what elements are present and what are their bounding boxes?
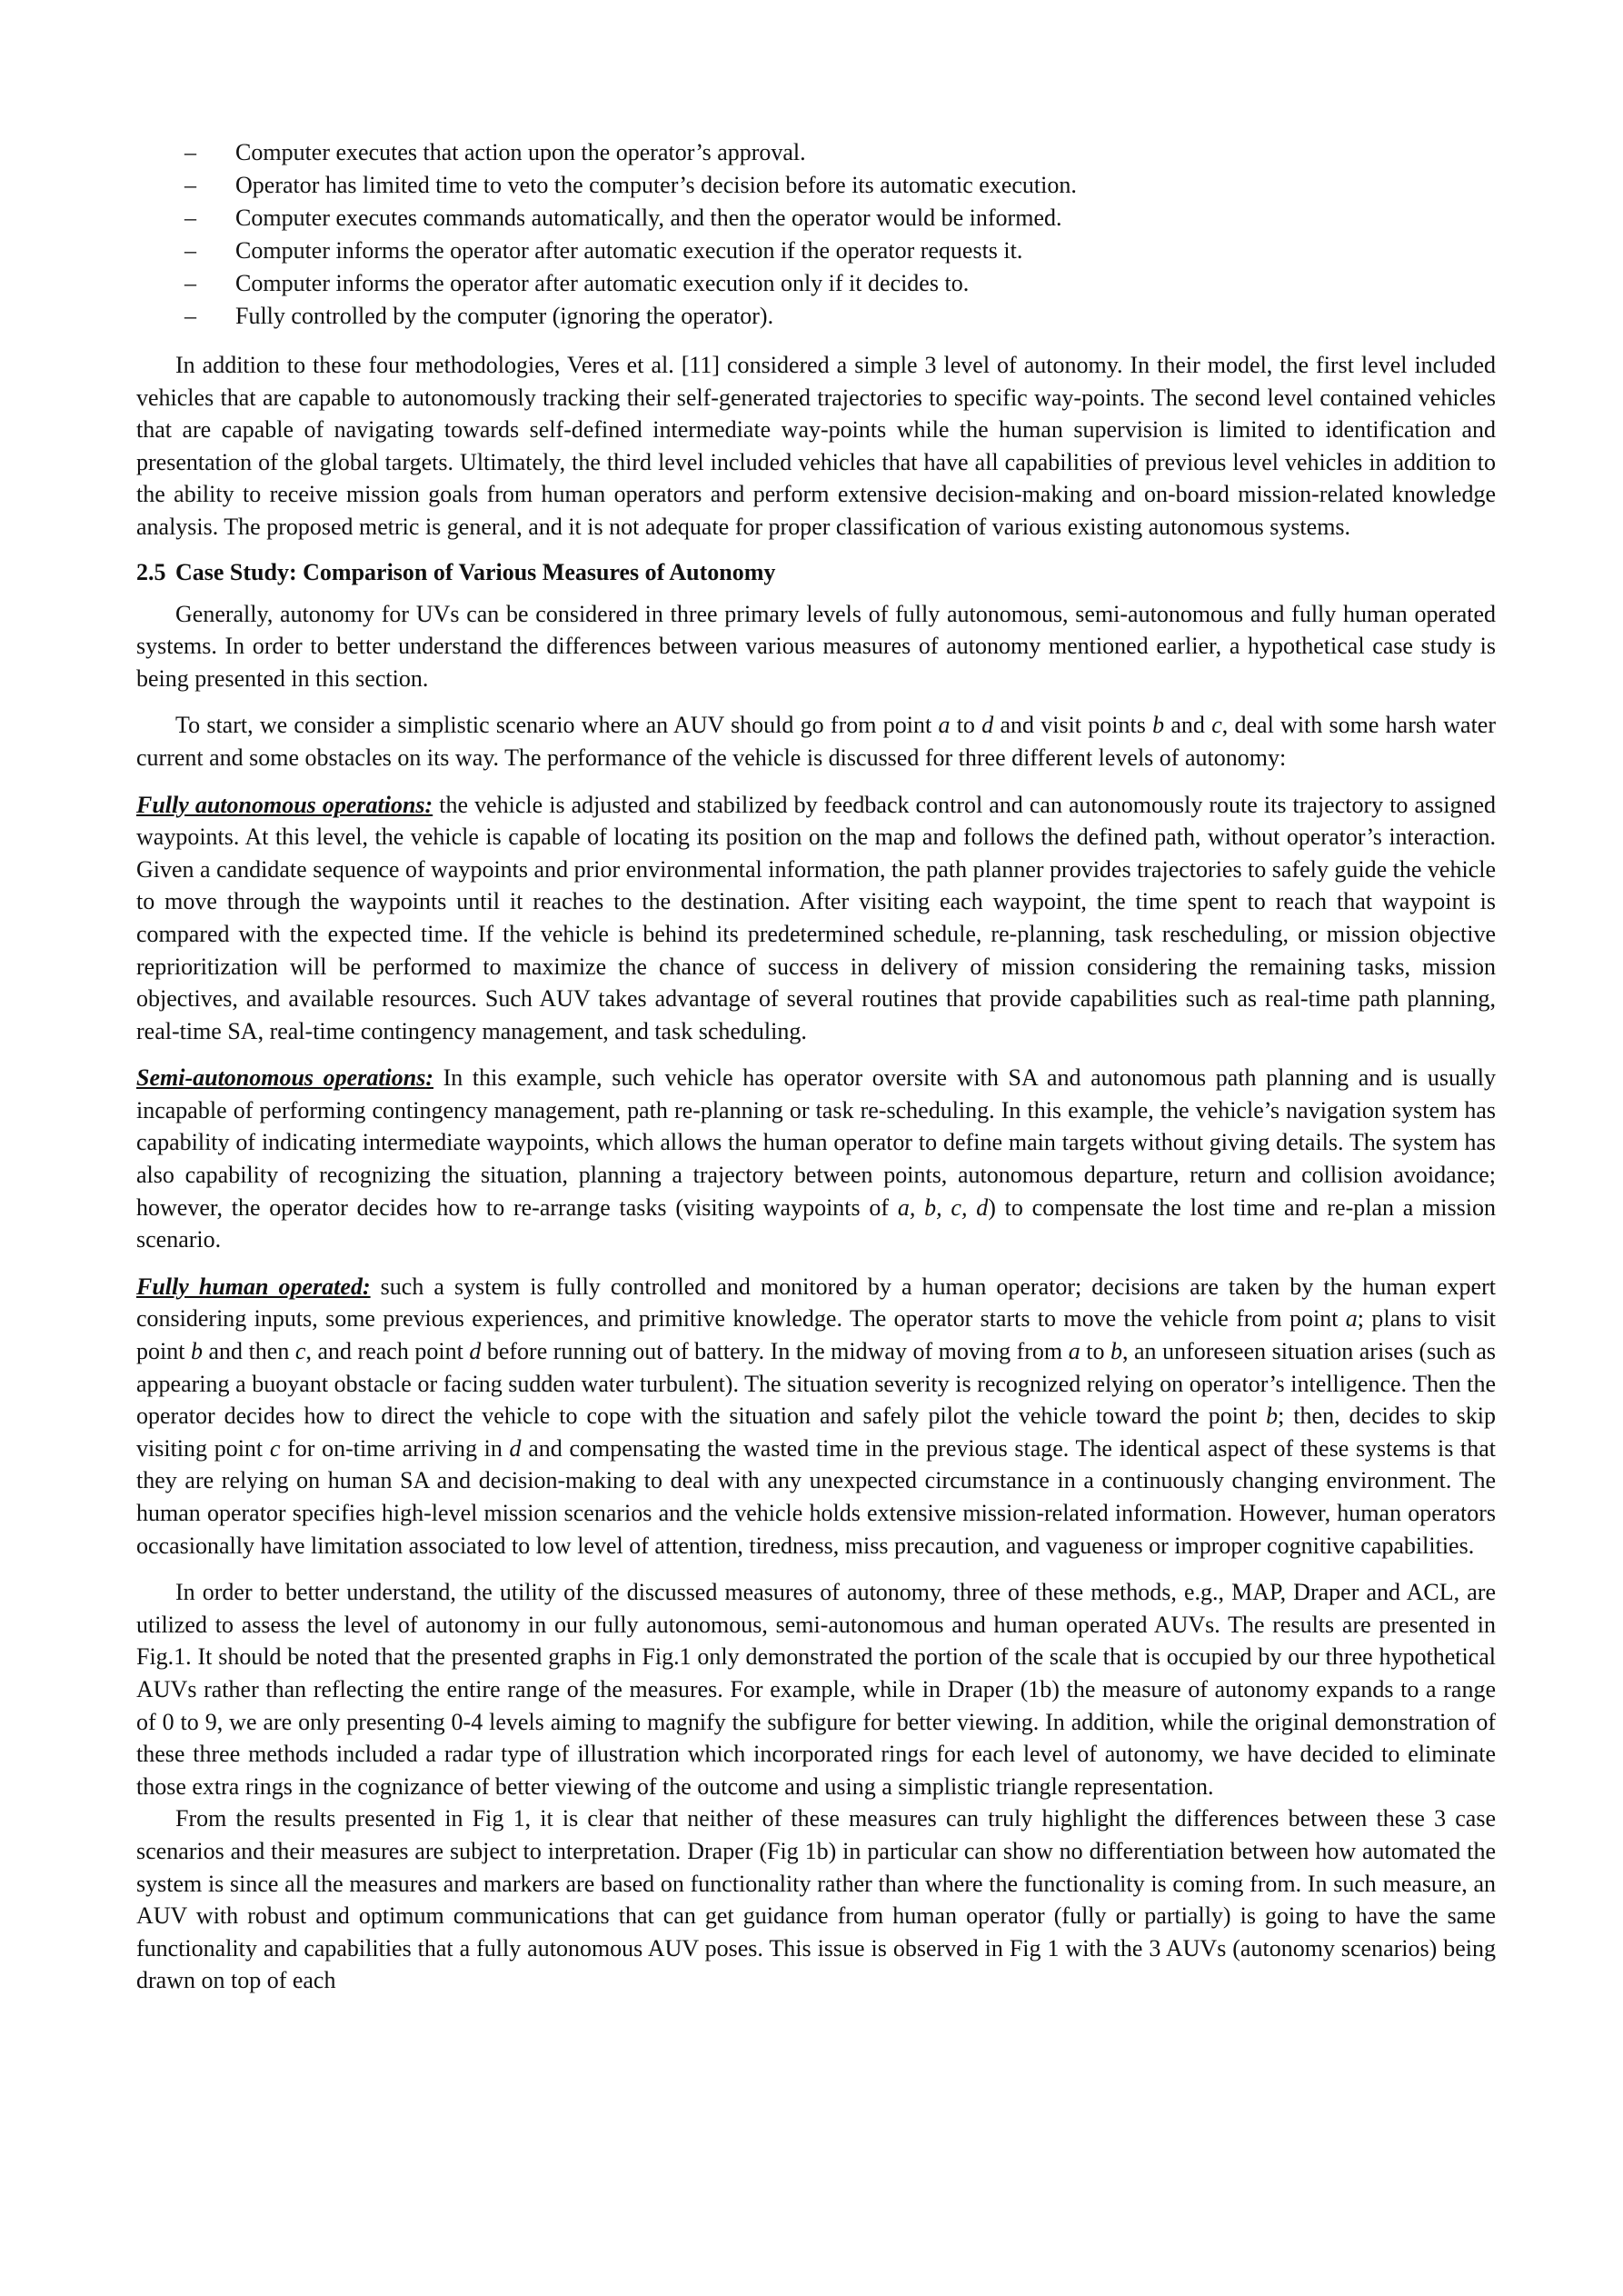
document-page: [136, 136, 1496, 1997]
point-label: c: [1211, 712, 1222, 739]
paragraph-semi-autonomous: [136, 1062, 1496, 1256]
point-label: a: [1068, 1338, 1080, 1365]
text-run: and then: [202, 1338, 295, 1365]
list-item: [136, 202, 1496, 235]
text-run: to: [950, 712, 982, 739]
text-run: to: [1080, 1338, 1110, 1365]
list-item-text: Computer informs the operator after automatic execution if the operator requests it.: [235, 237, 1023, 264]
paragraph-scenario: [136, 709, 1496, 774]
dash-marker: –: [184, 205, 196, 231]
text-run: , deal with some harsh water current and some obstacles on its way. The performance of the vehicle is discussed for three different levels of autonomy:: [136, 712, 1496, 771]
list-item: [136, 136, 1496, 169]
point-label: b: [1110, 1338, 1122, 1365]
paragraph-fully-autonomous: [136, 789, 1496, 1048]
semi-autonomous-lead: Semi-autonomous operations:: [136, 1064, 434, 1092]
list-item: [136, 169, 1496, 202]
human-operated-lead: Fully human operated:: [136, 1273, 371, 1300]
dash-marker: –: [184, 172, 196, 198]
point-label: b: [190, 1338, 203, 1365]
text-run: In this example, such vehicle has operator oversite with SA and autonomous path planning and is usually incapable of performing contingency management, path re-planning or task re-scheduling. In this example, the vehicle’s navigation system has capability of indicating intermediate waypoints, which allows the human operator to define main targets without giving details. The system has also capability of recognizing the situation, planning a trajectory between points, autonomous departure, return and collision avoidance; however, the operator decides how to re-arrange tasks (visiting waypoints of: [136, 1064, 1496, 1221]
text-run: , an unforeseen situation arises (such as appearing a buoyant obstacle or facing sudden water turbulent). The situation severity is recognized relying on operator’s intelligence. Then the operator decides how to direct the vehicle to cope with the situation and safely pilot the vehicle toward the point: [136, 1338, 1496, 1430]
text-run: before running out of battery. In the midway of moving from: [481, 1338, 1069, 1365]
section-title: Case Study: Comparison of Various Measures of Autonomy: [175, 558, 776, 585]
text-run: and compensating the wasted time in the previous stage. The identical aspect of these systems is that they are relying on human SA and decision-making to deal with any unexpected circumstance in a continuously changing environment. The human operator specifies high-level mission scenarios and the vehicle holds extensive mission-related information. However, human operators occasionally have limitation associated to low level of attention, tiredness, miss precaution, and vagueness or improper cognitive capabilities.: [136, 1434, 1496, 1559]
dash-marker: –: [184, 139, 196, 165]
paragraph-veres: In addition to these four methodologies, Veres et al. [11] considered a simple 3 level of autonomy. In their model, the first level included vehicles that are capable to autonomously tracking their self-generated trajectories to specific way-points. The second level contained vehicles that are capable of navigating towards self-defined intermediate way-points while the human supervision is limited to identification and presentation of the global targets. Ultimately, the third level included vehicles that have all capabilities of previous level vehicles in addition to the ability to receive mission goals from human operators and perform extensive decision-making and on-board mission-related knowledge analysis. The proposed metric is general, and it is not adequate for proper classification of various existing autonomous systems.: [136, 352, 1496, 540]
paragraph-generally: Generally, autonomy for UVs can be considered in three primary levels of fully autonomous, semi-autonomous and fully human operated systems. In order to better understand the differences between various measures of autonomy mentioned earlier, a hypothetical case study is being presented in this section.: [136, 600, 1496, 692]
text-run: ) to compensate the lost time and re-plan a mission scenario.: [136, 1193, 1496, 1253]
text-run: and visit points: [993, 712, 1153, 739]
list-item: [136, 235, 1496, 267]
list-item-text: Fully controlled by the computer (ignoring the operator).: [235, 303, 774, 329]
text-run: and: [1164, 712, 1212, 739]
paragraph-results: From the results presented in Fig 1, it is clear that neither of these measures can truly highlight the differences between these 3 case scenarios and their measures are subject to interpretation. Draper (Fig 1b) in particular can show no differentiation between how automated the system is since all the measures and markers are based on functionality rather than where the functionality is coming from. In such measure, an AUV with robust and optimum communications that can get guidance from human operator (fully or partially) is going to have the same functionality and capabilities that a fully autonomous AUV poses. This issue is observed in Fig 1 with the 3 AUVs (autonomy scenarios) being drawn on top of each: [136, 1805, 1496, 1994]
text-run: To start, we consider a simplistic scenario where an AUV should go from point: [175, 712, 939, 739]
text-run: ; plans to visit point: [136, 1305, 1496, 1365]
list-item-text: Operator has limited time to veto the computer’s decision before its automatic execution.: [235, 172, 1077, 198]
point-label: d: [981, 712, 994, 739]
point-label: a: [938, 712, 951, 739]
list-item: [136, 300, 1496, 333]
paragraph-human-operated: [136, 1271, 1496, 1562]
autonomy-levels-list: [136, 136, 1496, 333]
text-run: for on-time arriving in: [280, 1434, 510, 1462]
text-run: , and reach point: [305, 1338, 470, 1365]
text-run: the vehicle is adjusted and stabilized by feedback control and can autonomously route its trajectory to assigned waypoints. At this level, the vehicle is capable of locating its position on the map and follows the defined path, without operator’s interaction. Given a candidate sequence of waypoints and prior environmental information, the path planner provides trajectories to safely guide the vehicle to move through the waypoints until it reaches to the destination. After visiting each waypoint, the time spent to reach that waypoint is compared with the expected time. If the vehicle is behind its predetermined schedule, re-planning, task rescheduling, or mission objective reprioritization will be performed to maximize the chance of success in delivery of mission considering the remaining tasks, mission objectives, and available resources. Such AUV takes advantage of several routines that provide capabilities such as real-time path planning, real-time SA, real-time contingency management, and task scheduling.: [136, 791, 1497, 1044]
list-item: [136, 267, 1496, 300]
point-label: d: [509, 1434, 522, 1462]
point-label: a: [1345, 1305, 1358, 1333]
dash-marker: –: [184, 270, 196, 296]
point-label: c: [294, 1338, 306, 1365]
list-item-text: Computer executes commands automatically, and then the operator would be informed.: [235, 205, 1062, 231]
section-heading: [136, 556, 1496, 589]
point-label: b: [1152, 712, 1165, 739]
list-item-text: Computer executes that action upon the operator’s approval.: [235, 139, 806, 165]
paragraph-measures-comparison: In order to better understand, the utility of the discussed measures of autonomy, three of these methods, e.g., MAP, Draper and ACL, are utilized to assess the level of autonomy in our fully autonomous, semi-autonomous and human operated AUVs. The results are presented in Fig.1. It should be noted that the presented graphs in Fig.1 only demonstrated the portion of the scale that is occupied by our three hypothetical AUVs rather than reflecting the entire range of the measures. For example, while in Draper (1b) the measure of autonomy expands to a range of 0 to 9, we are only presenting 0-4 levels aiming to magnify the subfigure for better viewing. In addition, while the original demonstration of these three methods included a radar type of illustration which incorporated rings for each level of autonomy, we have decided to eliminate those extra rings in the cognizance of better viewing of the outcome and using a simplistic triangle representation.: [136, 1579, 1496, 1800]
point-label: c: [269, 1434, 281, 1462]
dash-marker: –: [184, 303, 196, 329]
dash-marker: –: [184, 237, 196, 264]
fully-autonomous-lead: Fully autonomous operations:: [136, 791, 433, 818]
point-label: d: [469, 1338, 482, 1365]
text-run: such a system is fully controlled and monitored by a human operator; decisions are taken by the human expert considering inputs, some previous experiences, and primitive knowledge. The operator starts to move the vehicle from point: [136, 1273, 1496, 1333]
point-label: b: [1266, 1403, 1279, 1430]
waypoint-list: a, b, c, d: [897, 1193, 989, 1221]
section-number: 2.5: [136, 558, 166, 585]
list-item-text: Computer informs the operator after automatic execution only if it decides to.: [235, 270, 970, 296]
text-run: ; then, decides to skip visiting point: [136, 1403, 1496, 1462]
